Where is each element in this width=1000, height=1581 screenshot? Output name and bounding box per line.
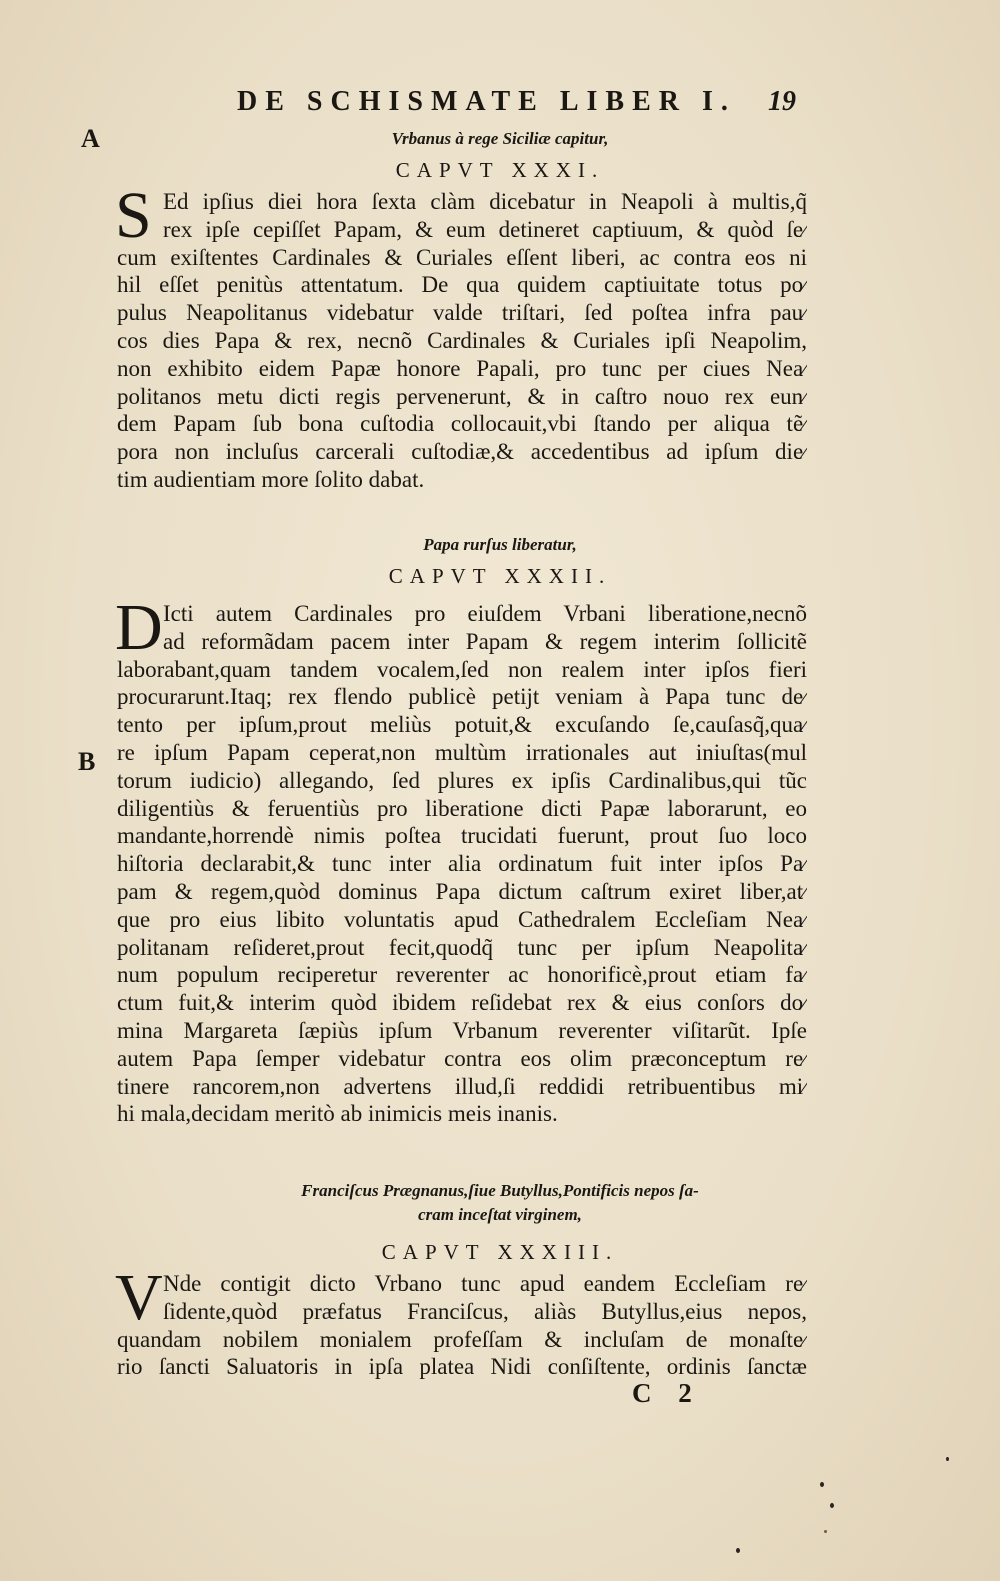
text-line: mandante,horrendè nimis poſtea trucidati fuerunt, prout ſuo loco bbox=[117, 823, 807, 849]
text-line: ſidente,quòd præfatus Franciſcus, aliàs Butyllus,eius nepos, bbox=[163, 1298, 807, 1324]
text-line: quandam nobilem monialem profeſſam & incluſam de monaſte⁄ bbox=[117, 1326, 807, 1352]
chapter-31-opening bbox=[115, 179, 807, 252]
text-line: re ipſum Papam ceperat,non multùm irrationales aut iniuſtas(mul bbox=[117, 739, 807, 765]
text-line: num populum reciperetur reverenter ac honorificè,prout etiam fa⁄ bbox=[117, 962, 807, 988]
margin-letter-b: B bbox=[78, 747, 96, 776]
text-line: torum iudicio) allegando, ſed plures ex ipſis Cardinalibus,qui tũc bbox=[117, 767, 807, 793]
text-line: mina Margareta ſæpiùs ipſum Vrbanum reverenter viſitarũt. Ipſe bbox=[117, 1017, 807, 1043]
text-line: hil eſſet penitùs attentatum. De qua quidem captiuitate totus po⁄ bbox=[117, 272, 807, 298]
chapter-32-subtitle: Papa rurſus liberatur, bbox=[423, 535, 577, 554]
text-line: dem Papam ſub bona cuſtodia collocauit,vbi ſtando per aliqua tẽ⁄ bbox=[117, 411, 807, 437]
paper-speck bbox=[830, 1503, 834, 1508]
text-line: que pro eius libito voluntatis apud Cathedralem Eccleſiam Nea⁄ bbox=[117, 906, 807, 932]
text-line: laborabant,quam tandem vocalem,ſed non realem inter ipſos fieri bbox=[117, 656, 807, 682]
text-line: diligentiùs & feruentiùs pro liberatione dicti Papæ laborarunt, eo bbox=[117, 795, 807, 821]
text-line: politanam reſideret,prout fecit,quodq̃ tunc per ipſum Neapolita⁄ bbox=[117, 934, 807, 960]
text-line: cos dies Papa & rex, necnõ Cardinales & Curiales ipſi Neapolim, bbox=[117, 327, 807, 353]
margin-letter-a: A bbox=[81, 124, 100, 153]
chapter-31-text bbox=[115, 179, 807, 494]
text-line: pulus Neapolitanus videbatur valde triſtari, ſed poſtea infra pau⁄ bbox=[117, 300, 807, 326]
chapter-31-heading: CAPVT XXXI. bbox=[395, 158, 605, 182]
chapter-33-dropcap: V bbox=[115, 1261, 163, 1334]
text-line: politanos metu dicti regis pervenerunt, & in caſtro nouo rex eun⁄ bbox=[117, 383, 807, 409]
text-line: autem Papa ſemper videbatur contra eos olim præconceptum re⁄ bbox=[117, 1045, 807, 1071]
paper-speck bbox=[824, 1530, 827, 1533]
chapter-33-text bbox=[115, 1261, 807, 1381]
chapter-32-heading: CAPVT XXXII. bbox=[388, 564, 612, 588]
text-line: ctum fuit,& interim quòd ibidem reſidebat rex & eius conſors do⁄ bbox=[117, 990, 807, 1016]
paper-speck bbox=[736, 1548, 740, 1553]
chapter-33-subtitle-continued: cram inceſtat virginem, bbox=[418, 1205, 582, 1224]
text-line: pora non incluſus carcerali cuſtodiæ,& accedentibus ad ipſum die⁄ bbox=[117, 439, 807, 465]
folio-number: 19 bbox=[768, 86, 796, 117]
text-line: hi mala,decidam meritò ab inimicis meis inanis. bbox=[117, 1101, 558, 1127]
text-line: procurarunt.Itaq; rex flendo publicè petijt veniam à Papa tunc de⁄ bbox=[117, 684, 807, 710]
chapter-33-heading: CAPVT XXXIII. bbox=[381, 1240, 619, 1264]
chapter-31-dropcap: S bbox=[115, 179, 152, 252]
text-line: tento per ipſum,prout meliùs potuit,& excuſando ſe,cauſasq̃,qua⁄ bbox=[117, 712, 807, 738]
text-line: rex ipſe cepiſſet Papam, & eum detineret captiuum, & quòd ſe⁄ bbox=[163, 216, 807, 242]
signature-mark: C 2 bbox=[632, 1378, 702, 1408]
chapter-32-text bbox=[115, 591, 807, 1128]
paper-speck bbox=[820, 1482, 824, 1487]
chapter-32-dropcap: D bbox=[115, 591, 163, 664]
text-line: Ed ipſius diei hora ſexta clàm dicebatur in Neapoli à multis,q̃ bbox=[163, 189, 807, 214]
text-line: non exhibito eidem Papæ honore Papali, pro tunc per ciues Nea⁄ bbox=[117, 355, 807, 381]
text-line: Nde contigit dicto Vrbano tunc apud eandem Eccleſiam re⁄ bbox=[163, 1271, 807, 1296]
chapter-31-subtitle: Vrbanus à rege Siciliæ capitur, bbox=[391, 129, 609, 148]
paper-speck bbox=[946, 1457, 949, 1461]
chapter-33-opening bbox=[115, 1261, 807, 1334]
text-line: tinere rancorem,non advertens illud,ſi reddidi retribuentibus mi⁄ bbox=[117, 1073, 807, 1099]
chapter-32-opening bbox=[115, 591, 807, 664]
text-line: rio ſancti Saluatoris in ipſa platea Nidi conſiſtente, ordinis ſanctæ bbox=[117, 1354, 807, 1380]
text-line: Icti autem Cardinales pro eiuſdem Vrbani liberatione,necnõ bbox=[163, 601, 807, 626]
text-line: hiſtoria declarabit,& tunc inter alia ordinatum fuit inter ipſos Pa⁄ bbox=[117, 851, 807, 877]
chapter-33-subtitle: Franciſcus Prægnanus,ſiue Butyllus,Pontificis nepos ſa- bbox=[301, 1181, 699, 1200]
text-line: pam & regem,quòd dominus Papa dictum caſtrum exiret liber,at⁄ bbox=[117, 878, 807, 904]
text-line: tim audientiam more ſolito dabat. bbox=[117, 466, 425, 492]
running-title: DE SCHISMATE LIBER I. bbox=[237, 86, 736, 117]
text-line: cum exiſtentes Cardinales & Curiales eſſent liberi, ac contra eos ni bbox=[117, 244, 807, 270]
text-line: ad reformãdam pacem inter Papam & regem interim ſollicitẽ bbox=[163, 628, 807, 654]
